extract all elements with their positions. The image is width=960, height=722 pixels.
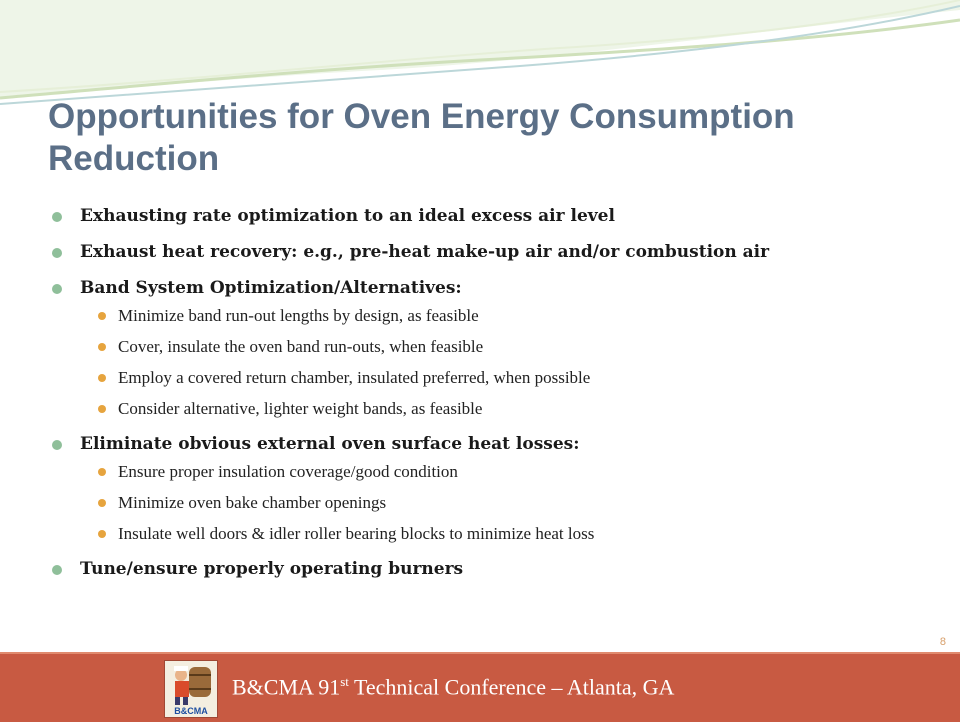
- slide-title: Opportunities for Oven Energy Consumption Reduction: [48, 97, 795, 178]
- sub-bullet-item: Insulate well doors & idler roller bearing blocks to minimize heat loss: [80, 523, 932, 544]
- sub-bullet-item: Ensure proper insulation coverage/good condition: [80, 461, 932, 482]
- page-number: 8: [939, 636, 946, 648]
- baker-barrel-icon: [165, 661, 217, 717]
- bullet-item: [52, 277, 932, 419]
- bullet-text: Band System Optimization/Alternatives:: [80, 278, 462, 298]
- bullet-list: [52, 205, 932, 594]
- sub-bullet-item: Consider alternative, lighter weight bands, as feasible: [80, 398, 932, 419]
- bullet-text: Exhausting rate optimization to an ideal excess air level: [80, 206, 615, 226]
- svg-text:B&CMA: B&CMA: [174, 706, 208, 716]
- sub-bullet-item: Cover, insulate the oven band run-outs, when feasible: [80, 336, 932, 357]
- footer-bar: [0, 652, 960, 722]
- bullet-item: [52, 433, 932, 544]
- bullet-item: [52, 205, 932, 227]
- bullet-text: Exhaust heat recovery: e.g., pre-heat make-up air and/or combustion air: [80, 242, 770, 262]
- sub-bullet-item: Minimize band run-out lengths by design, as feasible: [80, 305, 932, 326]
- footer-conference-text: B&CMA 91st Technical Conference – Atlanta, GA: [232, 674, 675, 700]
- bullet-item: [52, 241, 932, 263]
- sub-bullet-list: [80, 305, 932, 419]
- sub-bullet-item: Minimize oven bake chamber openings: [80, 492, 932, 513]
- sub-bullet-list: [80, 461, 932, 544]
- sub-bullet-item: Employ a covered return chamber, insulated preferred, when possible: [80, 367, 932, 388]
- bullet-text: Tune/ensure properly operating burners: [80, 559, 464, 579]
- bcma-logo: [164, 660, 218, 718]
- decorative-wave-header: [0, 0, 960, 110]
- bullet-item: [52, 558, 932, 580]
- bullet-text: Eliminate obvious external oven surface heat losses:: [80, 434, 580, 454]
